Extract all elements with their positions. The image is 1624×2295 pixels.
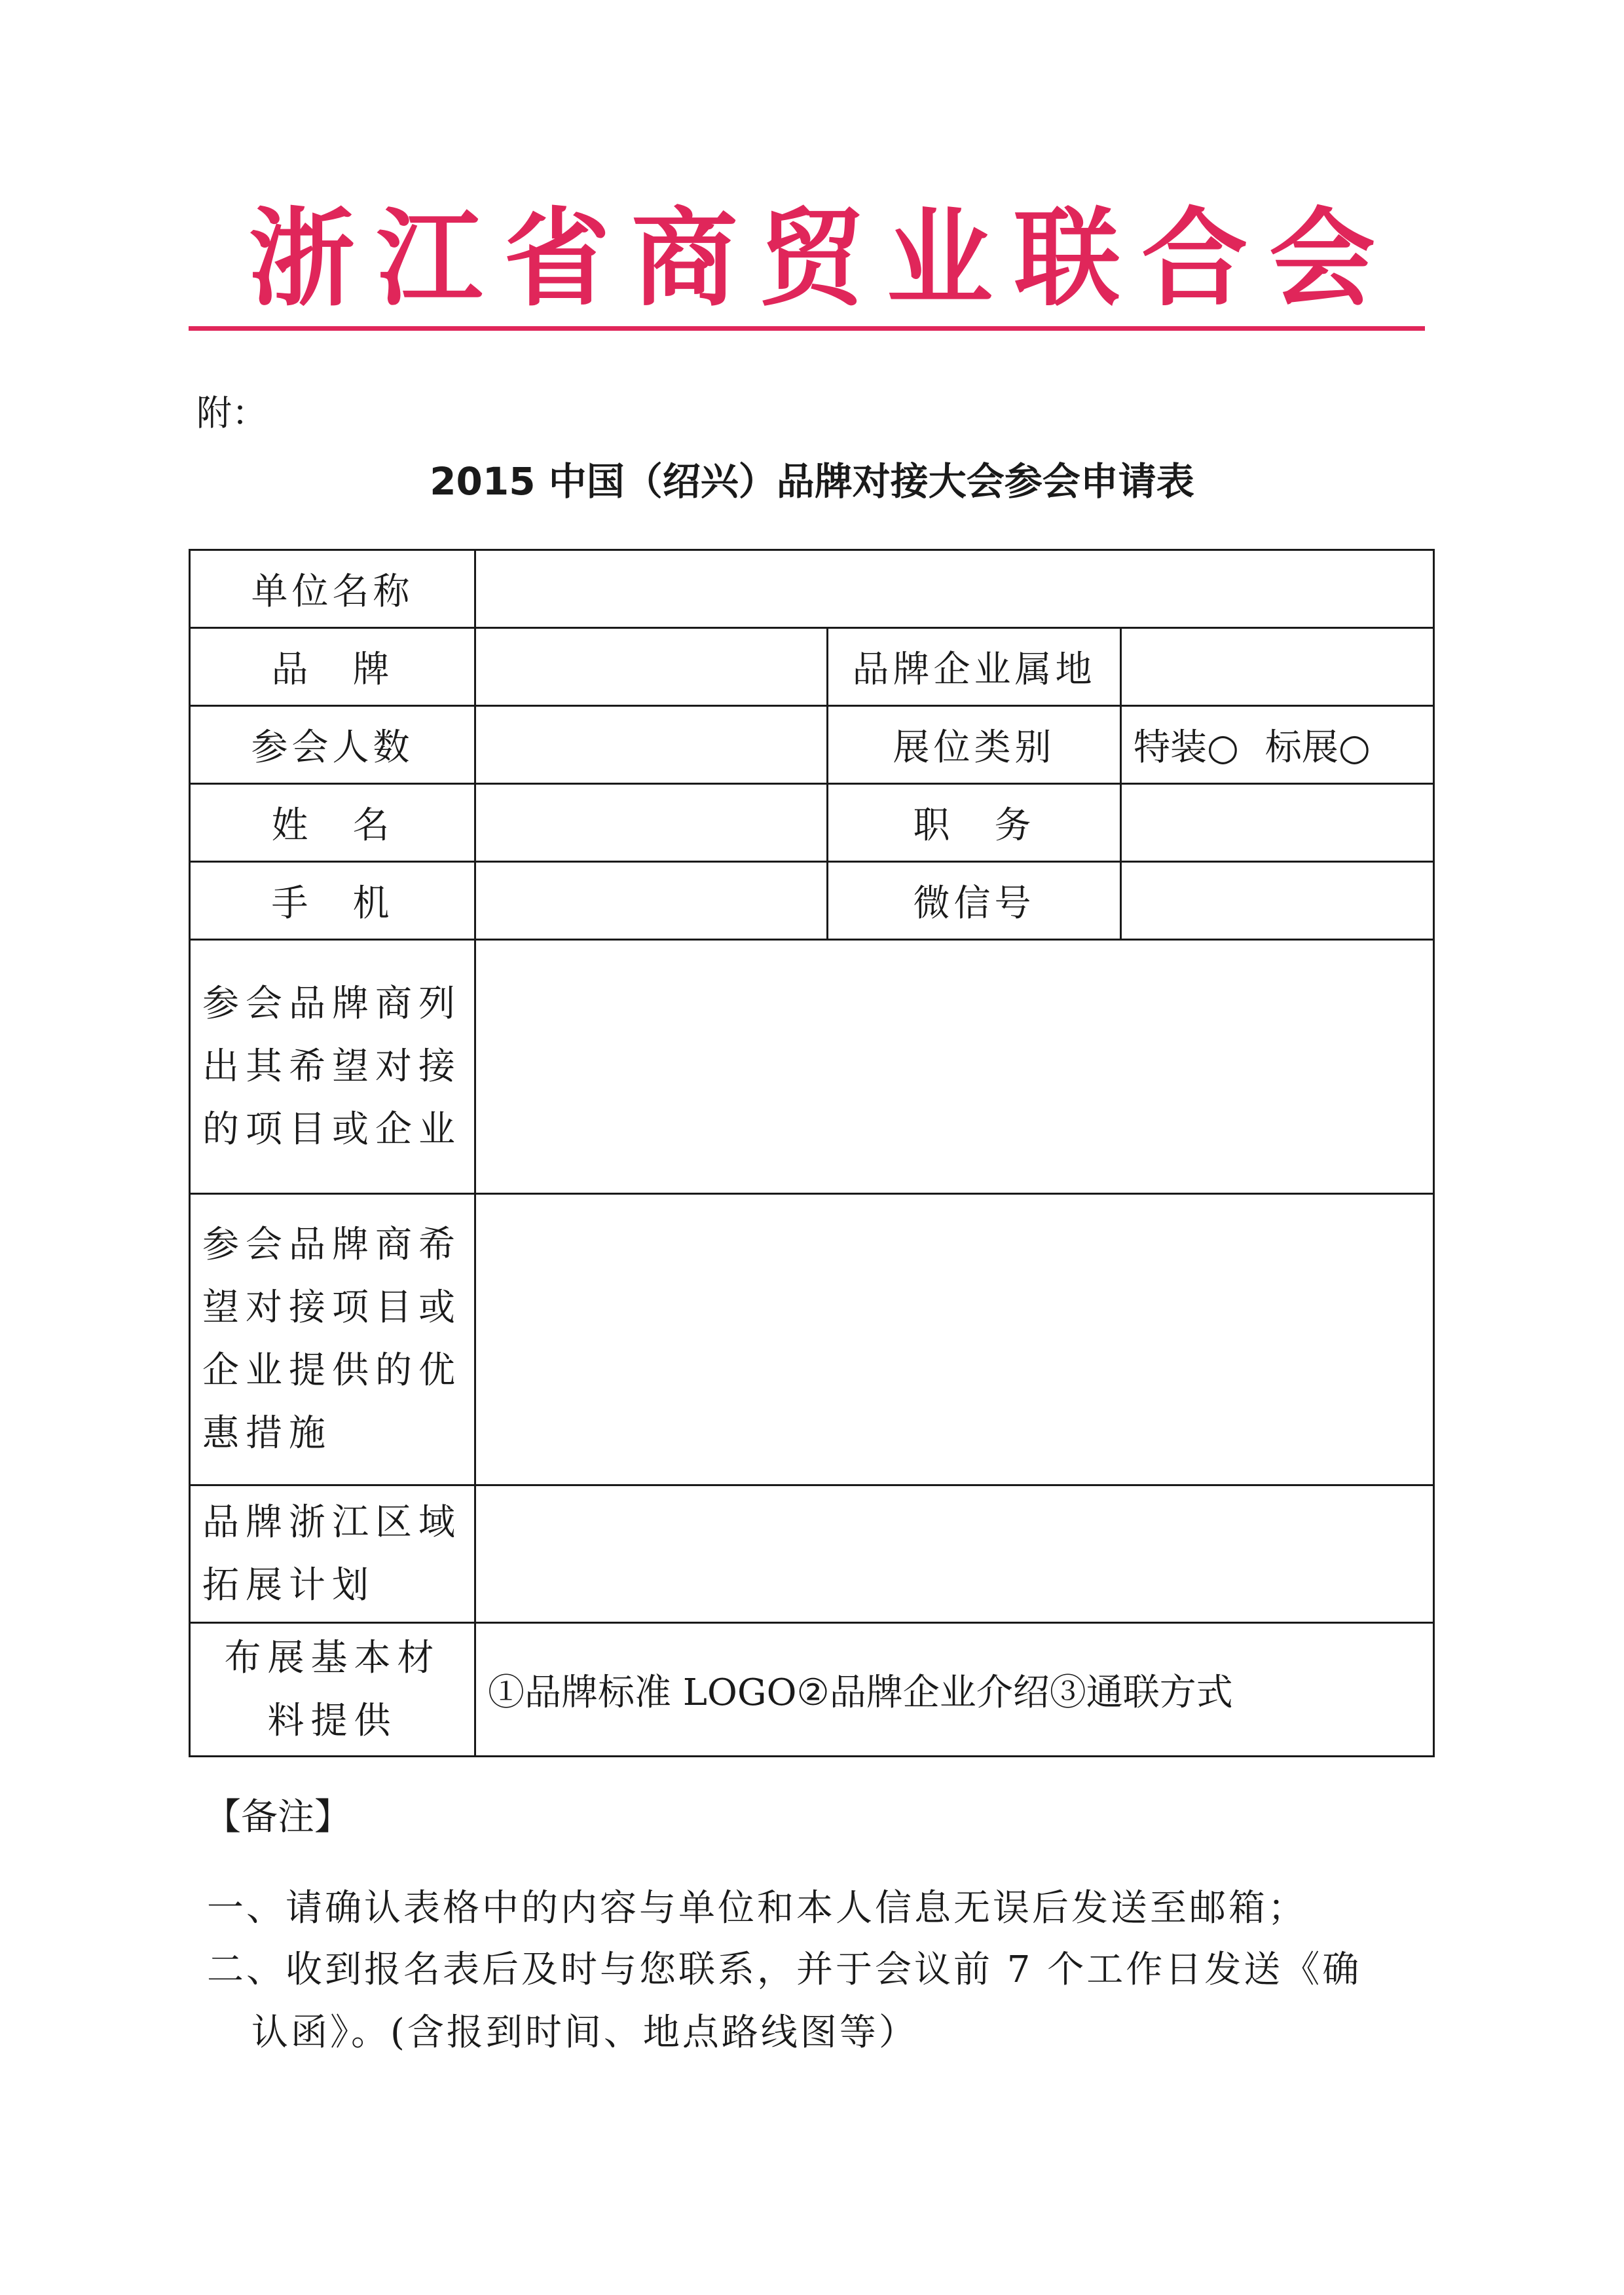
offers-label-line: 望对接项目或 [202, 1286, 462, 1329]
mobile-field[interactable] [475, 862, 828, 940]
row-materials [190, 1623, 1434, 1757]
brand-label: 品 牌 [190, 628, 475, 706]
brand-location-label: 品牌企业属地 [828, 628, 1121, 706]
org-name-char: 联 [1014, 196, 1120, 321]
position-label: 职 务 [828, 784, 1121, 862]
org-name-char: 合 [1141, 196, 1248, 321]
org-name-letterhead [249, 172, 1375, 329]
target-projects-label-line: 出其希望对接 [202, 1045, 462, 1088]
unit-name-field[interactable] [475, 550, 1434, 628]
attendees-field[interactable] [475, 706, 828, 784]
row-offers [190, 1194, 1434, 1485]
form-title: 2015 中国（绍兴）品牌对接大会参会申请表 [430, 459, 1194, 504]
expansion-field[interactable] [475, 1485, 1434, 1623]
application-form-table [189, 549, 1435, 1757]
row-expansion [190, 1485, 1434, 1623]
booth-type-label: 展位类别 [828, 706, 1121, 784]
notes-heading: 【备注】 [204, 1796, 351, 1838]
target-projects-label-line: 的项目或企业 [202, 1108, 462, 1151]
wechat-field[interactable] [1121, 862, 1434, 940]
materials-label [190, 1623, 475, 1757]
booth-option-special-radio[interactable]: 特装○ [1134, 726, 1239, 769]
expansion-label-line: 品牌浙江区域 [202, 1501, 462, 1544]
name-field[interactable] [475, 784, 828, 862]
note-item-2-line-1: 二、收到报名表后及时与您联系，并于会议前 7 个工作日发送《确 [207, 1949, 1362, 1991]
offers-label [190, 1194, 475, 1485]
letterhead-divider [189, 326, 1425, 331]
unit-name-label: 单位名称 [190, 550, 475, 628]
row-unit-name [190, 550, 1434, 628]
wechat-label: 微信号 [828, 862, 1121, 940]
attachment-label: 附： [196, 392, 267, 434]
org-name-char: 商 [631, 196, 738, 321]
offers-field[interactable] [475, 1194, 1434, 1485]
row-target-projects [190, 940, 1434, 1194]
target-projects-label [190, 940, 475, 1194]
name-label: 姓 名 [190, 784, 475, 862]
org-name-char: 江 [376, 196, 483, 321]
offers-label-line: 企业提供的优 [202, 1349, 462, 1392]
mobile-label: 手 机 [190, 862, 475, 940]
row-attendees [190, 706, 1434, 784]
row-brand [190, 628, 1434, 706]
note-item-2-line-2: 认函》。(含报到时间、地点路线图等） [251, 2011, 918, 2054]
materials-field[interactable]: ①品牌标准 LOGO②品牌企业介绍③通联方式 [475, 1623, 1434, 1757]
org-name-char: 省 [504, 196, 610, 321]
attendees-label: 参会人数 [190, 706, 475, 784]
position-field[interactable] [1121, 784, 1434, 862]
brand-field[interactable] [475, 628, 828, 706]
org-name-char: 贸 [759, 196, 865, 321]
brand-location-field[interactable] [1121, 628, 1434, 706]
materials-label-line: 布展基本材 [224, 1636, 441, 1679]
expansion-label [190, 1485, 475, 1623]
row-mobile [190, 862, 1434, 940]
materials-label-line: 料提供 [267, 1699, 397, 1742]
org-name-char: 浙 [249, 196, 355, 321]
org-name-char: 业 [886, 196, 993, 321]
target-projects-label-line: 参会品牌商列 [202, 982, 462, 1025]
note-item-2 [207, 1939, 1425, 2064]
booth-option-standard-radio[interactable]: 标展○ [1264, 726, 1371, 769]
offers-label-line: 参会品牌商希 [202, 1223, 462, 1266]
target-projects-field[interactable] [475, 940, 1434, 1194]
expansion-label-line: 拓展计划 [202, 1563, 375, 1607]
note-item-1: 一、请确认表格中的内容与单位和本人信息无误后发送至邮箱； [207, 1887, 1307, 1930]
row-name [190, 784, 1434, 862]
org-name-char: 会 [1269, 196, 1375, 321]
booth-type-options [1121, 706, 1434, 784]
offers-label-line: 惠措施 [202, 1412, 332, 1455]
